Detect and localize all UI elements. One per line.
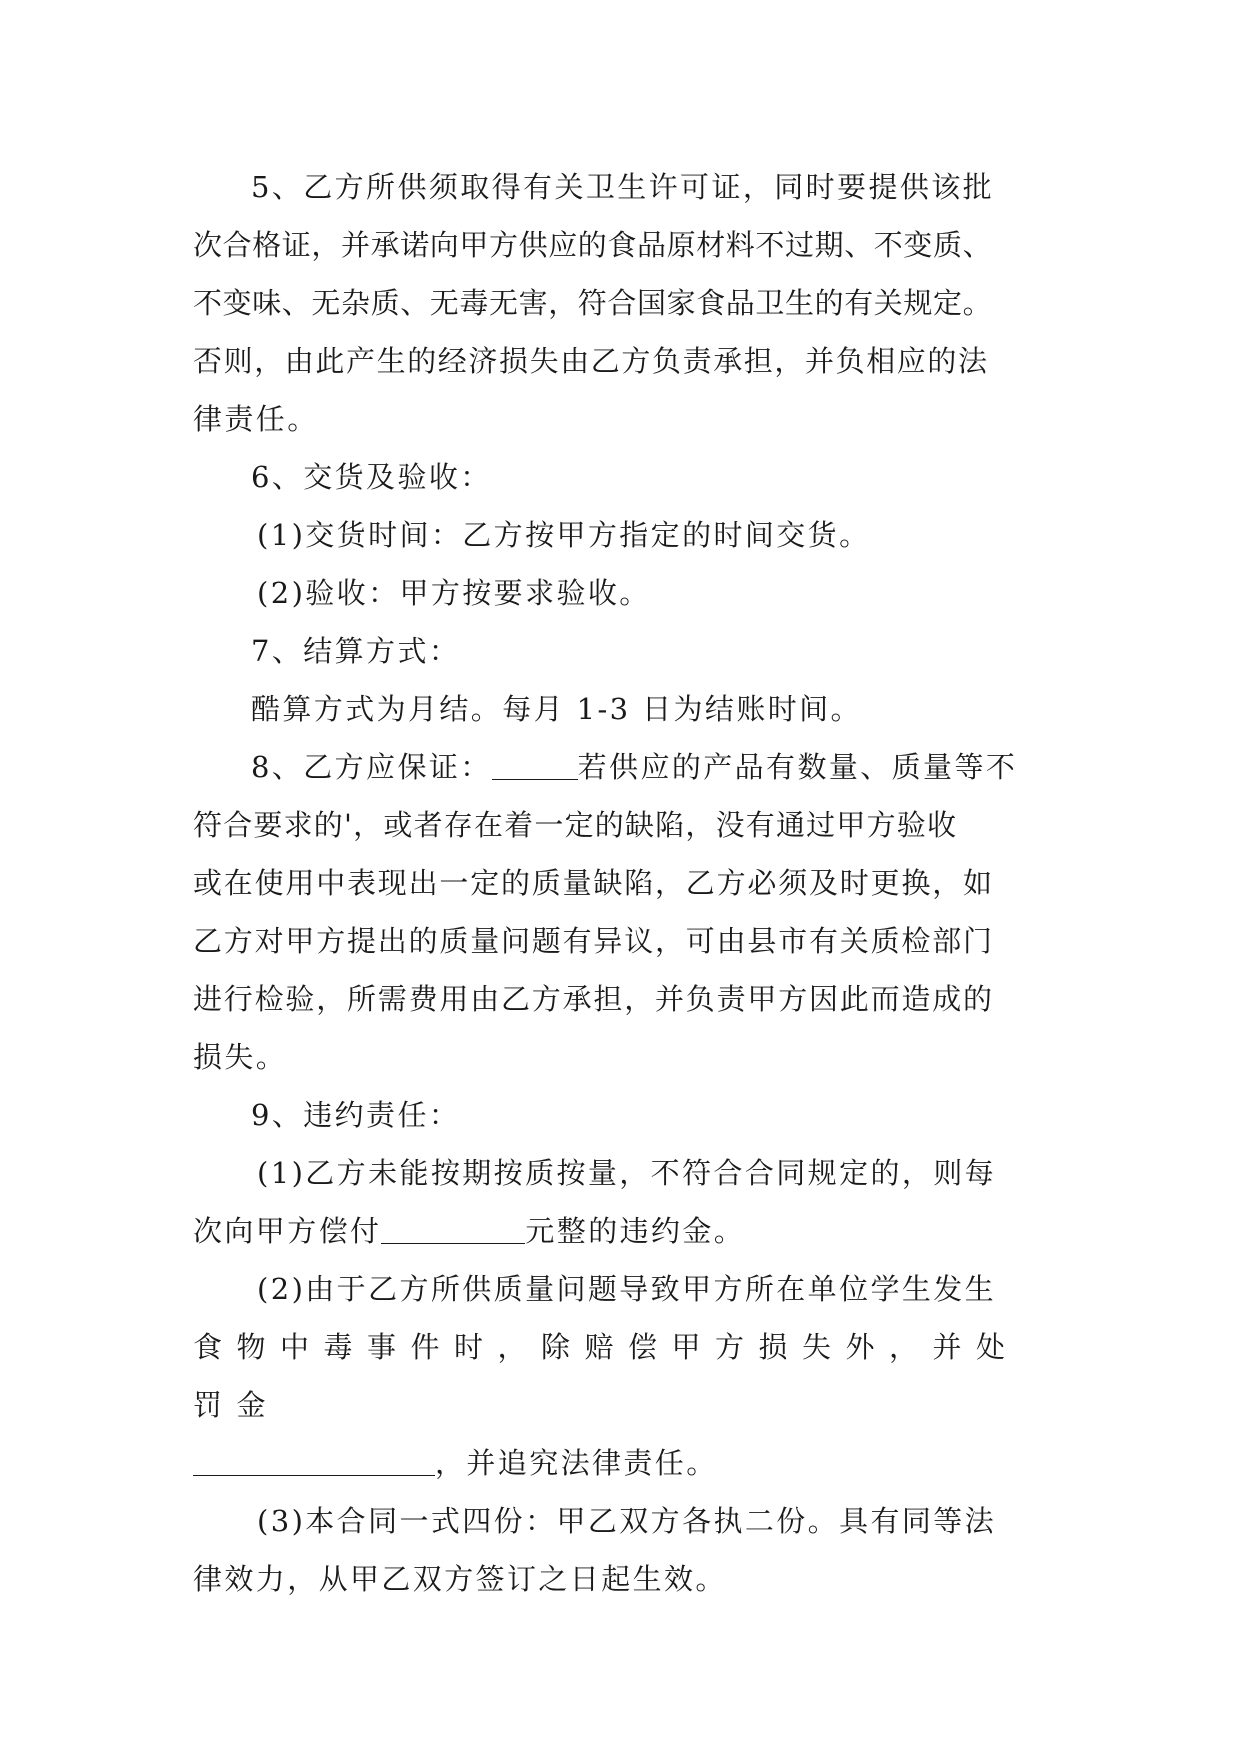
item9-sub1-paragraph (193, 1144, 1061, 1260)
item8-line4: 乙方对甲方提出的质量问题有异议，可由县市有关质检部门 (193, 924, 994, 958)
item7-title: 7、结算方式： (251, 634, 461, 668)
item9-title: 9、违约责任： (251, 1098, 461, 1132)
item9-sub1-line1: (1)乙方未能按期按质按量，不符合合同规定的，则每 (257, 1156, 997, 1190)
item5-paragraph (193, 158, 1061, 448)
item9-sub3-paragraph (193, 1492, 1061, 1608)
item9-sub1-line2-lead: 次向甲方偿付 (193, 1214, 382, 1248)
item5-line2: 次合格证，并承诺向甲方供应的食品原材料不过期、不变质、 (193, 228, 993, 262)
item5-line3: 不变味、无杂质、无毒无害，符合国家食品卫生的有关规定。 (193, 286, 993, 320)
item9-sub3-line1: (3)本合同一式四份：甲乙双方各执二份。具有同等法 (257, 1504, 997, 1538)
item6-sub1: (1)交货时间：乙方按甲方指定的时间交货。 (257, 518, 871, 552)
item8-line5: 进行检验，所需费用由乙方承担，并负责甲方因此而造成的 (193, 982, 994, 1016)
item8-line2: 符合要求的'，或者存在着一定的缺陷，没有通过甲方验收 (193, 808, 958, 842)
item6-sub2: (2)验收：甲方按要求验收。 (257, 576, 651, 610)
item8-blank-field (492, 745, 578, 780)
item5-line5: 律责任。 (193, 402, 319, 436)
document-body (193, 158, 1061, 1608)
item5-line4: 否则，由此产生的经济损失由乙方负责承担，并负相应的法 (193, 344, 989, 378)
item9-sub2-paragraph (193, 1260, 1061, 1492)
item9-sub1-line2-rest: 元整的违约金。 (525, 1214, 746, 1248)
item7-body: 酷算方式为月结。每月 1-3 日为结账时间。 (251, 692, 862, 726)
item9-sub2-line3-rest: ，并追究法律责任。 (435, 1446, 718, 1480)
item8-lead: 8、乙方应保证： (251, 750, 492, 784)
item8-line3: 或在使用中表现出一定的质量缺陷，乙方必须及时更换，如 (193, 866, 994, 900)
item9-sub3-line2: 律效力，从甲乙双方签订之日起生效。 (193, 1562, 727, 1596)
item9-sub2-line1: (2)由于乙方所供质量问题导致甲方所在单位学生发生 (257, 1272, 997, 1306)
item5-line1: 5、乙方所供须取得有关卫生许可证，同时要提供该批 (251, 170, 995, 204)
item9-sub1-blank-field (381, 1209, 525, 1244)
item9-sub2-line2: 食物中毒事件时，除赔偿甲方损失外，并处罚金 (193, 1330, 1020, 1422)
item8-paragraph (193, 738, 1061, 1086)
item6-title: 6、交货及验收： (251, 460, 492, 494)
item8-line6: 损失。 (193, 1040, 288, 1074)
item8-line1-rest: 若供应的产品有数量、质量等不 (577, 750, 1018, 784)
item9-sub2-blank-field (193, 1441, 435, 1476)
